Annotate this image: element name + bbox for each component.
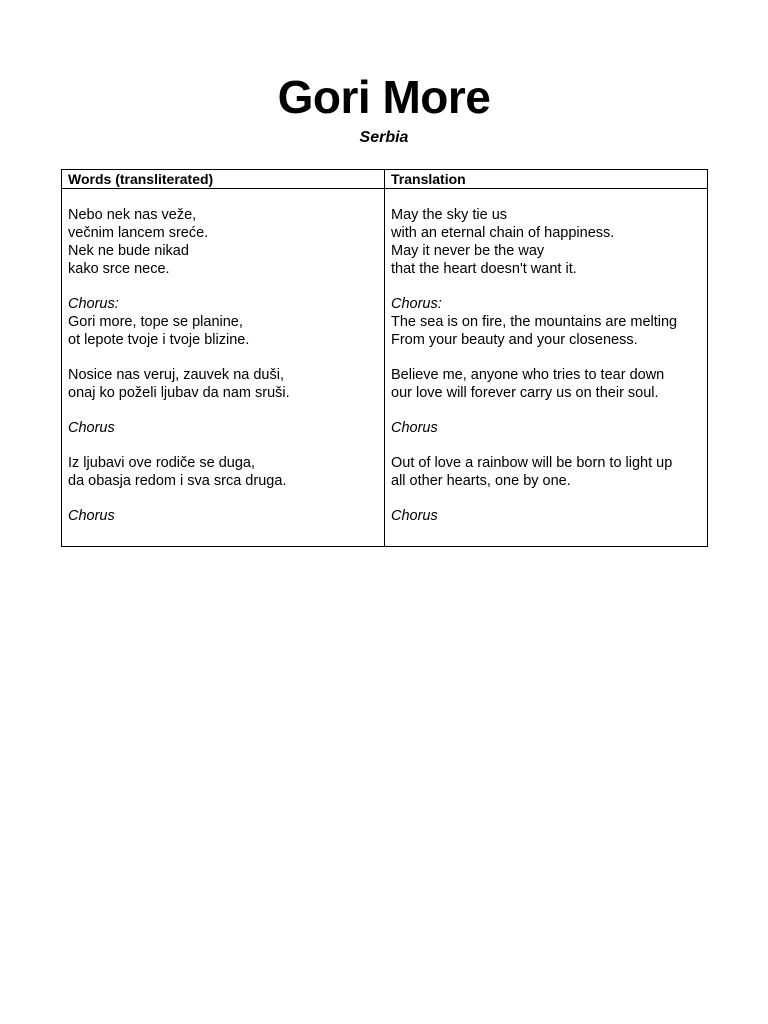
header-translation: Translation <box>391 171 466 187</box>
lyric-line: From your beauty and your closeness. <box>391 332 638 348</box>
stanza <box>391 507 703 525</box>
lyric-line: May it never be the way <box>391 243 545 259</box>
stanza <box>68 366 378 402</box>
column-divider <box>384 170 385 546</box>
header-divider <box>62 188 707 189</box>
stanza <box>68 454 378 490</box>
lyric-line: večnim lancem sreće. <box>68 225 209 241</box>
lyric-line: that the heart doesn't want it. <box>391 261 577 277</box>
chorus-label: Chorus <box>68 508 115 524</box>
chorus-label: Chorus: <box>68 296 119 312</box>
lyric-line: Iz ljubavi ove rodiče se duga, <box>68 455 255 471</box>
lyric-line: Nebo nek nas veže, <box>68 207 197 223</box>
lyric-line: all other hearts, one by one. <box>391 473 571 489</box>
chorus-label: Chorus: <box>391 296 442 312</box>
lyric-line: our love will forever carry us on their soul. <box>391 385 659 401</box>
stanza <box>391 295 703 349</box>
lyric-line: Gori more, tope se planine, <box>68 314 243 330</box>
stanza <box>391 454 703 490</box>
lyric-line: Out of love a rainbow will be born to light up <box>391 455 673 471</box>
lyric-line: with an eternal chain of happiness. <box>391 225 615 241</box>
words-column <box>68 206 378 542</box>
lyric-line: da obasja redom i sva srca druga. <box>68 473 287 489</box>
chorus-label: Chorus <box>391 508 438 524</box>
lyric-line: kako srce nece. <box>68 261 170 277</box>
stanza <box>391 206 703 278</box>
document-subtitle: Serbia <box>359 129 409 146</box>
chorus-label: Chorus <box>68 420 115 436</box>
lyric-line: Nosice nas veruj, zauvek na duši, <box>68 367 284 383</box>
lyric-line: May the sky tie us <box>391 207 508 223</box>
lyric-line: The sea is on fire, the mountains are melting <box>391 314 678 330</box>
header-words: Words (transliterated) <box>68 171 214 187</box>
stanza <box>68 419 378 437</box>
document-title: Gori More <box>277 71 491 123</box>
stanza <box>68 295 378 349</box>
translation-column <box>391 206 703 542</box>
lyrics-table <box>61 169 708 547</box>
lyric-line: onaj ko poželi ljubav da nam sruši. <box>68 385 290 401</box>
stanza <box>391 366 703 402</box>
lyric-line: Nek ne bude nikad <box>68 243 189 259</box>
stanza <box>68 206 378 278</box>
chorus-label: Chorus <box>391 420 438 436</box>
stanza <box>391 419 703 437</box>
stanza <box>68 507 378 525</box>
lyric-line: ot lepote tvoje i tvoje blizine. <box>68 332 250 348</box>
lyric-line: Believe me, anyone who tries to tear down <box>391 367 665 383</box>
